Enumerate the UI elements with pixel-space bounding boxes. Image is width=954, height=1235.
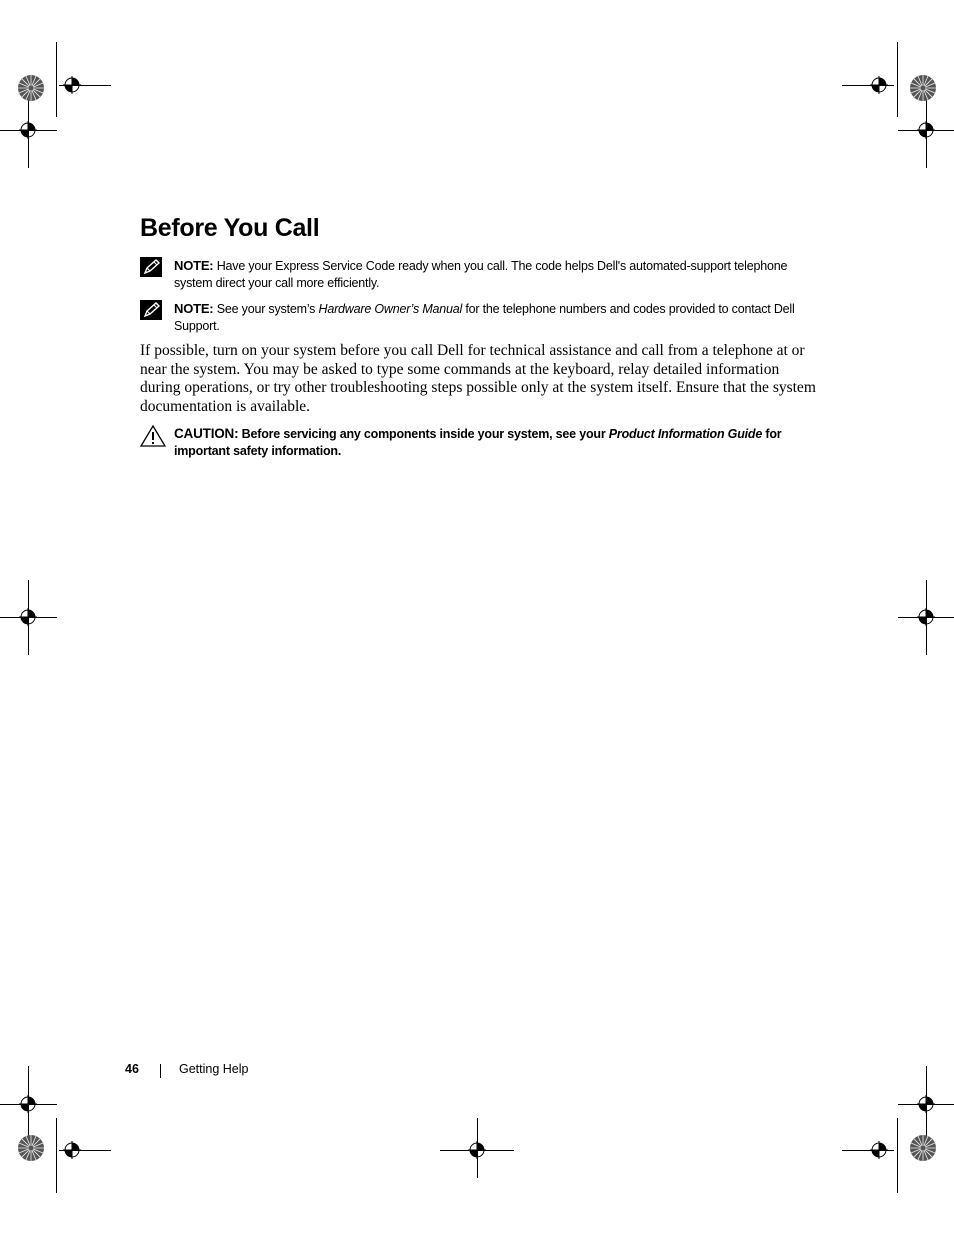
registration-mark-icon bbox=[917, 608, 935, 626]
crop-line bbox=[897, 1118, 898, 1193]
footer-separator bbox=[160, 1064, 161, 1078]
note-text bbox=[174, 300, 824, 335]
caution-body: Before servicing any components inside your system, see your bbox=[238, 427, 609, 441]
caution-text bbox=[174, 425, 824, 460]
crop-line bbox=[897, 42, 898, 117]
registration-mark-icon bbox=[63, 1141, 81, 1159]
caution-triangle-icon bbox=[140, 425, 166, 447]
registration-mark-icon bbox=[19, 121, 37, 139]
registration-mark-icon bbox=[468, 1141, 486, 1159]
note-text bbox=[174, 257, 824, 292]
registration-mark-icon bbox=[917, 121, 935, 139]
registration-mark-icon bbox=[917, 1095, 935, 1113]
caution-label: CAUTION: bbox=[174, 426, 239, 441]
crop-line bbox=[56, 42, 57, 117]
registration-mark-icon bbox=[19, 1095, 37, 1113]
manual-title: Hardware Owner’s Manual bbox=[318, 302, 463, 316]
body-paragraph: If possible, turn on your system before you call Dell for technical assistance and call from a telephone at or near the system. You may be asked to type some commands at the keyboard, relay detailed information during operations, or try other troubleshooting steps possible only at the system itself. Ensure that the system documentation is available. bbox=[140, 342, 816, 416]
color-target-icon bbox=[18, 75, 44, 101]
note-body: Have your Express Service Code ready when you call. The code helps Dell's automated-support telephone system direct your call more efficiently. bbox=[174, 259, 788, 290]
page-number: 46 bbox=[125, 1062, 139, 1076]
note-label: NOTE: bbox=[174, 301, 214, 316]
color-target-icon bbox=[910, 1135, 936, 1161]
caution-body-end: for important safety information. bbox=[174, 427, 782, 458]
note-pencil-icon bbox=[140, 257, 164, 279]
note-label: NOTE: bbox=[174, 258, 214, 273]
registration-mark-icon bbox=[870, 1141, 888, 1159]
note-body: See your system’s bbox=[213, 302, 319, 316]
crop-line bbox=[56, 1118, 57, 1193]
registration-mark-icon bbox=[19, 608, 37, 626]
footer-section-title: Getting Help bbox=[179, 1062, 249, 1076]
registration-mark-icon bbox=[63, 76, 81, 94]
registration-mark-icon bbox=[870, 76, 888, 94]
color-target-icon bbox=[18, 1135, 44, 1161]
note-pencil-icon bbox=[140, 300, 164, 322]
guide-title: Product Information Guide bbox=[608, 427, 763, 441]
note-body-end: for the telephone numbers and codes provided to contact Dell Support. bbox=[174, 302, 795, 333]
color-target-icon bbox=[910, 75, 936, 101]
page-title: Before You Call bbox=[140, 214, 320, 242]
